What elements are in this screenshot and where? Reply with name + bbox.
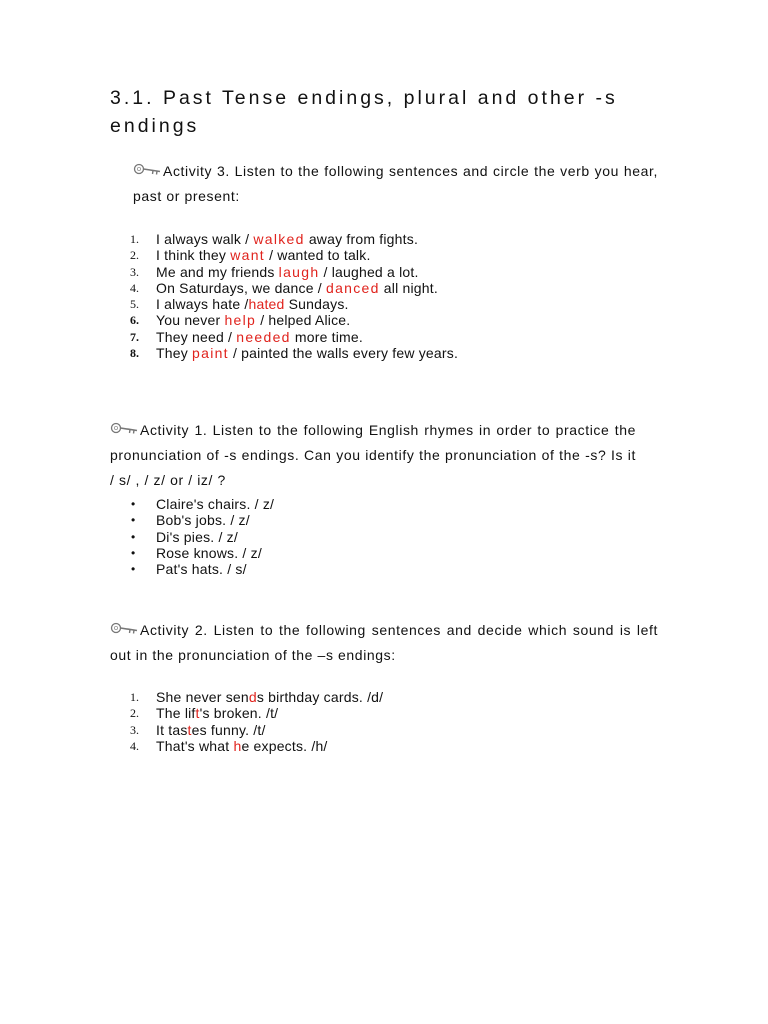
activity3-label: Activity 3. xyxy=(163,163,230,179)
item-text: She never sen xyxy=(156,689,249,705)
item-number: 1. xyxy=(130,232,139,246)
item-number: 3. xyxy=(130,264,139,279)
key-icon xyxy=(133,162,161,178)
activity3-instructions xyxy=(133,159,658,209)
highlighted-verb: paint xyxy=(192,345,229,362)
item-text: I always hate / xyxy=(156,296,249,313)
activity3-text: Listen to the following sentences and circle the verb you hear, past or present: xyxy=(133,163,658,204)
item-text: They need / xyxy=(156,328,237,345)
item-text: On Saturdays, we dance / xyxy=(156,279,326,296)
highlighted-verb: help xyxy=(224,312,257,329)
activity1-instructions xyxy=(110,418,636,493)
activity2-text: Listen to the following sentences and decide which sound is left out in the pronunciation of the –s endings: xyxy=(110,622,658,663)
item-number: 4. xyxy=(130,738,139,753)
activity1-label: Activity 1. xyxy=(140,422,208,438)
item-text: I think they xyxy=(156,247,231,264)
item-text: s birthday cards. /d/ xyxy=(256,689,384,705)
bullet: • xyxy=(131,529,136,544)
item-text: Sundays. xyxy=(284,296,349,313)
bullet: • xyxy=(131,513,136,528)
highlighted-letter: h xyxy=(233,737,242,754)
item-text: It tas xyxy=(156,721,188,738)
item-text: away from fights. xyxy=(304,231,419,247)
highlighted-verb: hated xyxy=(248,296,285,313)
highlighted-letter: d xyxy=(248,689,257,705)
item-text: Pat's hats. / s/ xyxy=(156,561,247,578)
bullet: • xyxy=(131,497,136,511)
item-number: 4. xyxy=(130,280,139,295)
item-text: The lif xyxy=(156,705,196,722)
highlighted-verb: want xyxy=(230,247,265,264)
bullet: • xyxy=(131,562,136,577)
activity2-label: Activity 2. xyxy=(140,622,208,638)
item-text: You never xyxy=(156,312,225,329)
item-text: Me and my friends xyxy=(156,263,279,280)
item-text: / painted the walls every few years. xyxy=(228,345,459,362)
highlighted-verb: laugh xyxy=(278,263,320,280)
item-number: 6. xyxy=(130,313,139,328)
item-text: Di's pies. / z/ xyxy=(156,528,238,545)
item-text: I always walk / xyxy=(156,231,254,247)
item-number: 3. xyxy=(130,722,139,737)
highlighted-verb: walked xyxy=(253,231,305,247)
item-text: That's what xyxy=(156,737,234,754)
item-number: 1. xyxy=(130,690,139,704)
item-number: 8. xyxy=(130,346,139,361)
item-text: They xyxy=(156,345,193,362)
item-text: / helped Alice. xyxy=(256,312,351,329)
item-text: e expects. /h/ xyxy=(241,737,328,754)
item-text: Claire's chairs. / z/ xyxy=(156,496,275,512)
highlighted-verb: danced xyxy=(325,279,380,296)
key-icon xyxy=(110,421,138,437)
item-text: all night. xyxy=(379,279,438,296)
item-number: 5. xyxy=(130,297,139,312)
page-title: 3.1. Past Tense endings, plural and other -s endings xyxy=(110,87,618,137)
highlighted-letter: t xyxy=(195,705,200,722)
item-text: es funny. /t/ xyxy=(191,721,266,738)
item-number: 7. xyxy=(130,329,139,344)
item-text: Bob's jobs. / z/ xyxy=(156,512,250,529)
item-text: 's broken. /t/ xyxy=(199,705,279,722)
item-text: / wanted to talk. xyxy=(264,247,371,264)
key-icon xyxy=(110,621,138,637)
highlighted-verb: needed xyxy=(236,328,291,345)
item-number: 2. xyxy=(130,248,139,263)
activity2-instructions xyxy=(110,618,658,668)
highlighted-letter: t xyxy=(187,721,192,738)
activity1-text: Listen to the following English rhymes in order to practice the pronunciation of -s endings. Can you identify the pronunciation of the -s? Is it / s/ , / z/ or / iz/ ? xyxy=(110,422,636,488)
item-text: / laughed a lot. xyxy=(319,263,419,280)
bullet: • xyxy=(131,545,136,560)
item-text: Rose knows. / z/ xyxy=(156,544,262,561)
item-text: more time. xyxy=(290,328,363,345)
item-number: 2. xyxy=(130,706,139,721)
